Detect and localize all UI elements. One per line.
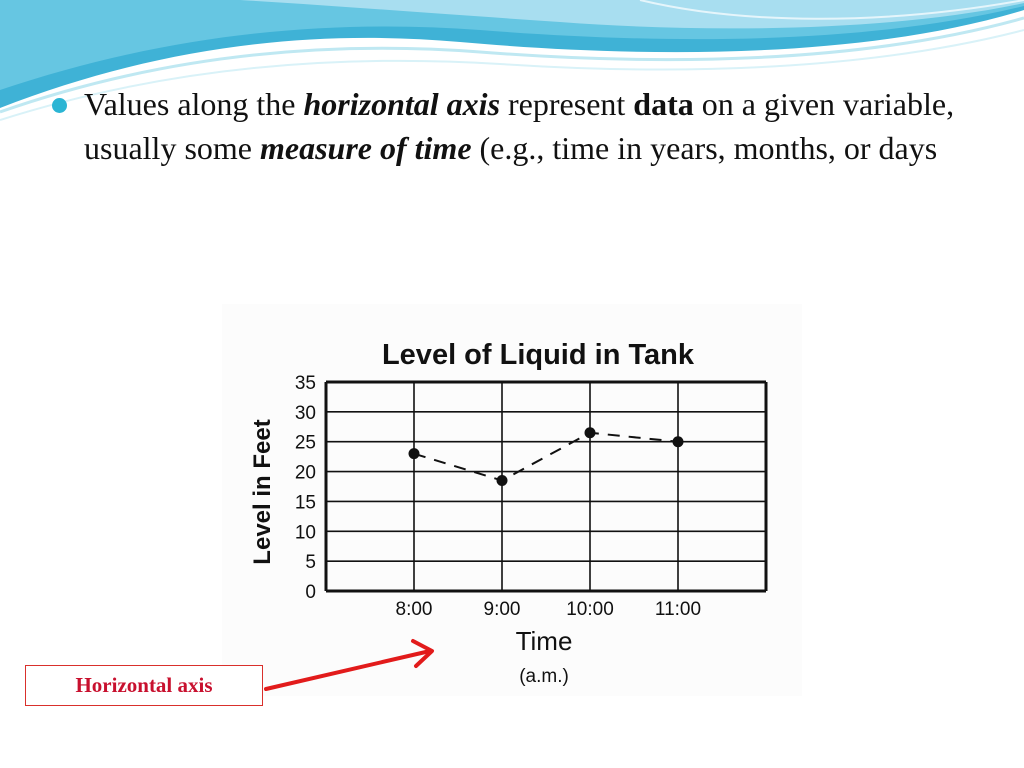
chart-title: Level of Liquid in Tank	[381, 339, 695, 371]
y-tick-label: 0	[305, 582, 316, 603]
x-axis-label: Time	[515, 626, 573, 656]
series-line	[414, 433, 678, 481]
y-tick-label: 15	[294, 492, 316, 514]
chart-panel	[222, 304, 802, 696]
y-tick-label: 5	[305, 552, 316, 574]
y-axis-label: Level in Feet	[249, 419, 276, 565]
y-tick-label: 20	[294, 462, 316, 484]
horizontal-axis-callout: Horizontal axis	[25, 665, 263, 706]
y-tick-label: 10	[294, 522, 316, 544]
bullet-text-part: data	[633, 86, 694, 122]
y-tick-label: 25	[294, 432, 316, 454]
y-tick-label: 30	[294, 402, 316, 424]
data-point	[673, 436, 684, 447]
bullet-text-part: measure of time	[259, 130, 472, 166]
bullet-text	[84, 82, 964, 170]
bullet-text-part: horizontal axis	[303, 86, 501, 122]
grid	[326, 382, 766, 591]
x-tick-label: 10:00	[566, 599, 614, 620]
data-series	[409, 427, 684, 486]
x-tick-label: 9:00	[483, 599, 521, 620]
x-tick-label: 8:00	[395, 599, 433, 620]
bullet-text-part: Values along the	[84, 86, 304, 122]
y-tick-label: 35	[294, 373, 316, 394]
data-point	[409, 448, 420, 459]
bullet-text-part: on a given variable, usually some	[84, 86, 955, 166]
bullet-text-part: (e.g., time in years, months, or days	[471, 130, 938, 166]
data-point	[585, 427, 596, 438]
x-axis-sublabel: (a.m.)	[519, 666, 569, 687]
bullet-text-part: represent	[500, 86, 634, 122]
tick-labels	[295, 373, 701, 620]
data-point	[497, 475, 508, 486]
bullet-dot	[52, 98, 67, 113]
x-tick-label: 11:00	[654, 599, 702, 620]
line-chart	[222, 304, 802, 696]
